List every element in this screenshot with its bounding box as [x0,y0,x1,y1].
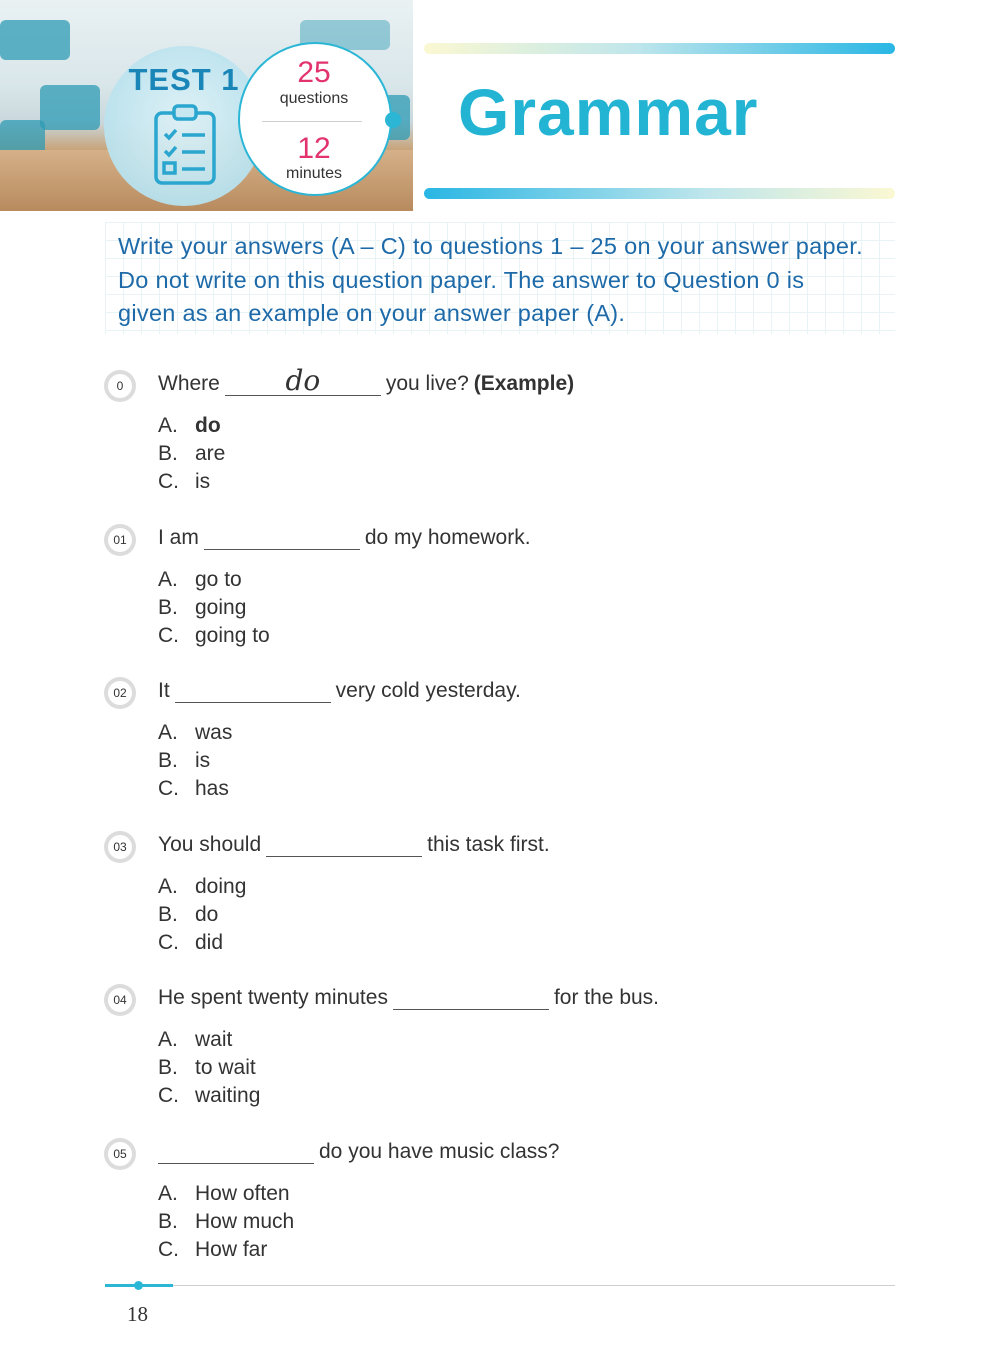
instructions-line: Do not write on this question paper. The answer to Question 0 is [118,266,805,293]
option-text: How far [195,1238,268,1261]
title-bar-top [424,43,895,54]
chair-shape [40,85,100,130]
option-b: B. are [158,442,225,470]
question-number-badge [104,677,136,709]
questions-count: 25 [297,56,331,89]
option-text: waiting [195,1084,261,1107]
option-a: A. go to [158,568,270,596]
question-stem [158,679,521,703]
option-a: A. How often [158,1182,294,1210]
options-list [158,414,225,498]
option-c: C. has [158,777,232,805]
answer-blank [175,680,331,703]
title-bar-bottom [424,188,895,199]
instructions-box [105,222,895,334]
options-list [158,875,246,959]
test-label: TEST 1 [128,62,240,97]
question-number-badge [104,984,136,1016]
minutes-count: 12 [297,132,331,165]
option-text: doing [195,875,247,898]
stem-after: very cold yesterday. [335,679,521,702]
option-b: B. How much [158,1210,294,1238]
option-text: is [195,749,211,772]
stem-after: do you have music class? [319,1140,560,1163]
stem-after: for the bus. [553,986,660,1009]
stem-before: It [158,679,170,702]
option-text: do [195,903,219,926]
page-title: Grammar [458,75,759,149]
option-a: A. do [158,414,225,442]
option-text: wait [195,1028,233,1051]
option-text: is [195,470,211,493]
option-text: do [195,414,221,437]
stem-after: do my homework. [364,526,531,549]
questions-label: questions [279,90,349,107]
example-tag: (Example) [473,372,575,395]
stem-before: Where [158,372,220,395]
option-text: How much [195,1210,295,1233]
answer-blank [393,987,549,1010]
option-text: to wait [195,1056,256,1079]
question-number: 01 [108,528,132,552]
option-text: go to [195,568,242,591]
answer-blank [225,364,381,397]
question-number: 04 [108,988,132,1012]
page-number: 18 [127,1302,148,1326]
question-stem [158,833,550,857]
option-text: has [195,777,229,800]
stem-before: He spent twenty minutes [158,986,388,1009]
option-c: C. did [158,931,246,959]
question-number-badge [104,524,136,556]
stats-divider [262,121,362,122]
option-b: B. do [158,903,246,931]
instructions-line: Write your answers (A – C) to questions 1 – 25 on your answer paper. [118,233,863,259]
question-number-badge [104,370,136,402]
option-text: did [195,931,224,954]
option-b: B. is [158,749,232,777]
options-list [158,1028,260,1112]
stem-before: You should [158,833,262,856]
minutes-label: minutes [285,165,343,182]
option-c: C. How far [158,1238,294,1266]
option-c: C. going to [158,624,270,652]
option-text: was [195,721,233,744]
stem-after: you live? [385,372,469,395]
question-number-badge [104,1138,136,1170]
footer-divider [105,1285,895,1286]
question-number-badge [104,831,136,863]
option-a: A. doing [158,875,246,903]
question-number: 02 [108,681,132,705]
question-number: 05 [108,1142,132,1166]
option-c: C. waiting [158,1084,260,1112]
answer-blank [266,834,422,857]
options-list [158,721,232,805]
option-c: C. is [158,470,225,498]
option-text: are [195,442,226,465]
question-stem [158,364,575,397]
question-stem [158,1140,559,1164]
stem-after: this task first. [427,833,550,856]
options-list [158,568,270,652]
answer-blank [204,527,360,550]
option-text: How often [195,1182,290,1205]
chair-shape [0,20,70,60]
options-list [158,1182,294,1266]
option-b: B. going [158,596,270,624]
option-a: A. was [158,721,232,749]
question-number: 03 [108,835,132,859]
question-stem [158,526,531,550]
answer-blank [158,1141,314,1164]
option-text: going to [195,624,270,647]
badge-connector-dot [385,112,401,128]
question-stem [158,986,659,1010]
footer-dot [134,1281,143,1290]
clipboard-checklist-icon [153,104,217,186]
question-number: 0 [108,374,132,398]
instructions-line: given as an example on your answer paper (A). [118,300,626,326]
stem-before: I am [158,526,199,549]
option-text: going [195,596,247,619]
option-a: A. wait [158,1028,260,1056]
option-b: B. to wait [158,1056,260,1084]
example-answer: do [285,364,321,397]
